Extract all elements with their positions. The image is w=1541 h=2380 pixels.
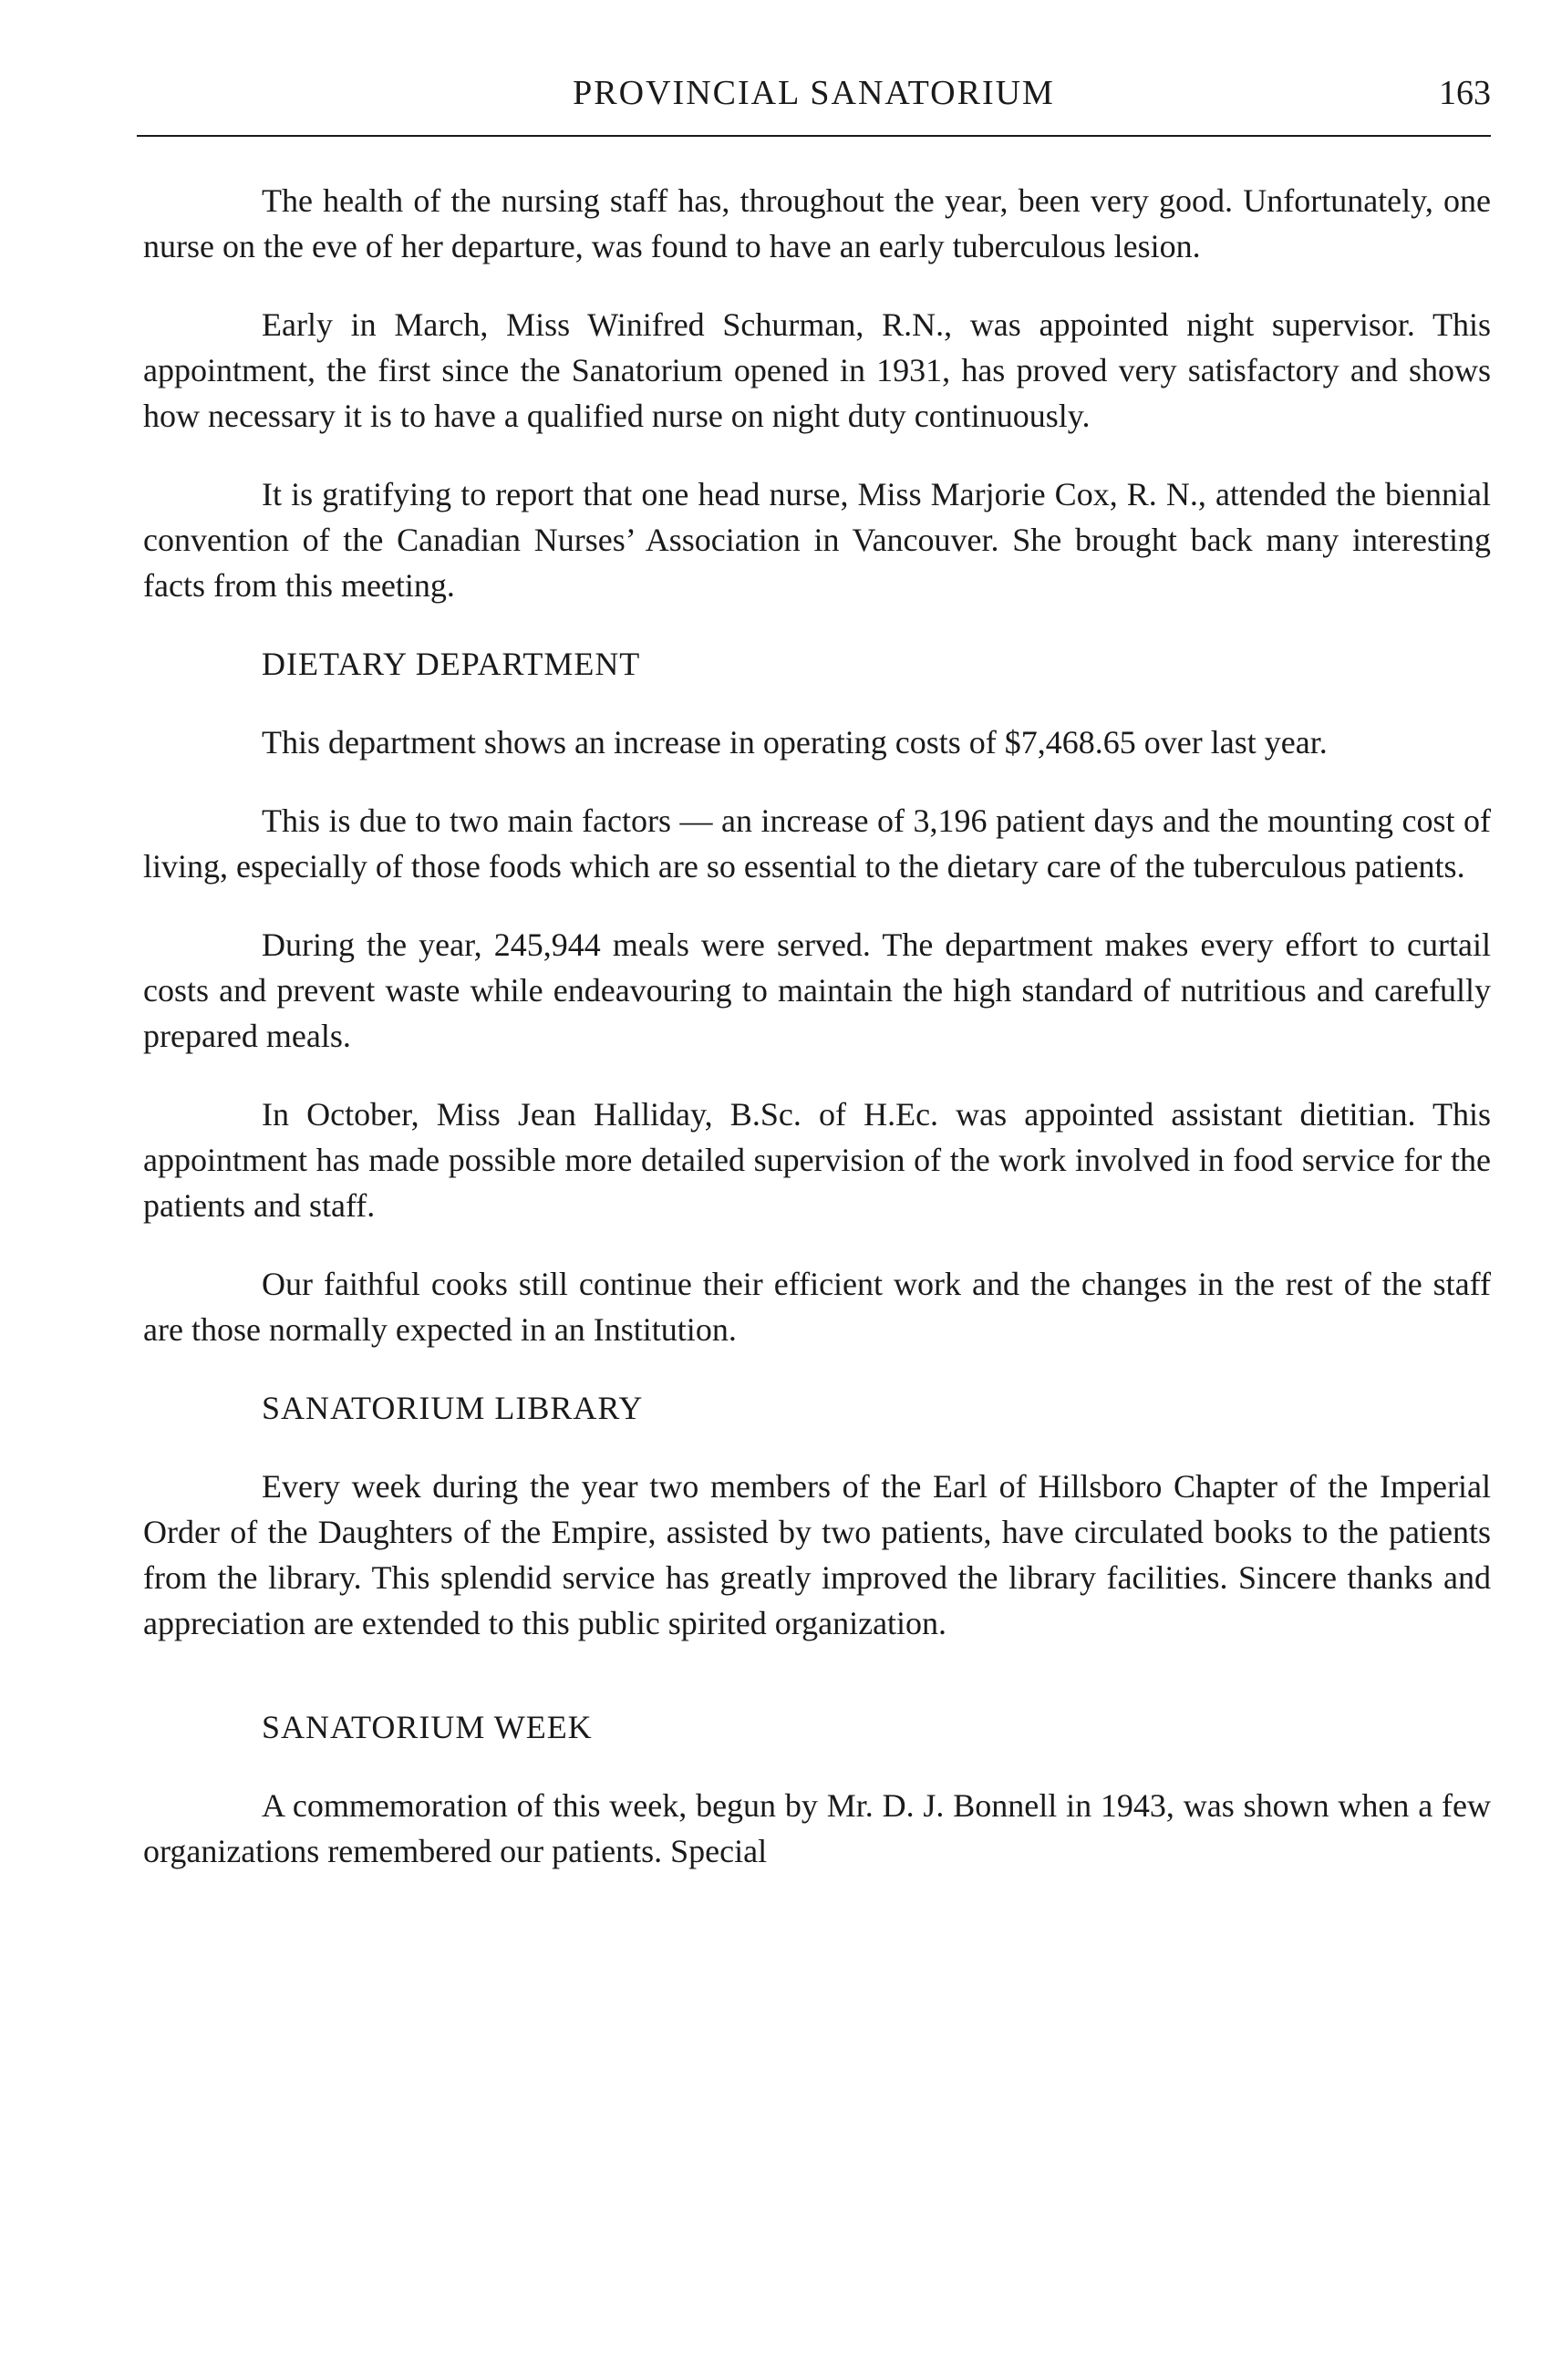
paragraph-meals-served: During the year, 245,944 meals were served. The department makes every effort to curtail costs and prevent waste while endeavouring to maintain the high standard of nutritious and carefully prepared meals. [143, 926, 1491, 1054]
page-number: 163 [1439, 74, 1491, 112]
paragraph-convention: It is gratifying to report that one head nurse, Miss Marjorie Cox, R. N., attended the biennial convention of the Canadian Nurses’ Association in Vancouver. She brought back many interesting facts from this meeting. [143, 476, 1491, 604]
heading-sanatorium-library: SANATORIUM LIBRARY [262, 1390, 644, 1426]
header-rule [137, 135, 1491, 137]
heading-dietary-department: DIETARY DEPARTMENT [262, 646, 641, 682]
paragraph-main-factors: This is due to two main factors — an increase of 3,196 patient days and the mounting cost of living, especially of those foods which are so essential to the dietary care of the tuberculous patients. [143, 802, 1491, 885]
running-title: PROVINCIAL SANATORIUM [573, 74, 1055, 112]
paragraph-nursing-health: The health of the nursing staff has, throughout the year, been very good. Unfortunately, one nurse on the eve of her departure, was found to have an early tuberculous lesion. [143, 182, 1491, 264]
paragraph-operating-costs: This department shows an increase in operating costs of $7,468.65 over last year. [262, 724, 1328, 761]
body-text [143, 178, 1491, 1907]
paragraph-cooks: Our faithful cooks still continue their efficient work and the changes in the rest of the staff are those normally expected in an Institution. [143, 1266, 1491, 1348]
heading-sanatorium-week: SANATORIUM WEEK [262, 1709, 593, 1745]
paragraph-commemoration: A commemoration of this week, begun by Mr. D. J. Bonnell in 1943, was shown when a few organizations remembered our patients. Special [143, 1787, 1491, 1869]
running-head [137, 73, 1491, 128]
paragraph-library: Every week during the year two members of the Earl of Hillsboro Chapter of the Imperial Order of the Daughters of the Empire, assisted by two patients, have circulated books to the patients from the library. This splendid service has greatly improved the library facilities. Sincere thanks and appreciation are extended to this public spirited organization. [143, 1468, 1491, 1641]
paragraph-assistant-dietitian: In October, Miss Jean Halliday, B.Sc. of H.Ec. was appointed assistant dietitian. This appointment has made possible more detailed supervision of the work involved in food service for the patients and staff. [143, 1096, 1491, 1224]
paragraph-night-supervisor: Early in March, Miss Winifred Schurman, R.N., was appointed night supervisor. This appointment, the first since the Sanatorium opened in 1931, has proved very satisfactory and shows how necessary it is to have a qualified nurse on night duty continuously. [143, 306, 1491, 434]
